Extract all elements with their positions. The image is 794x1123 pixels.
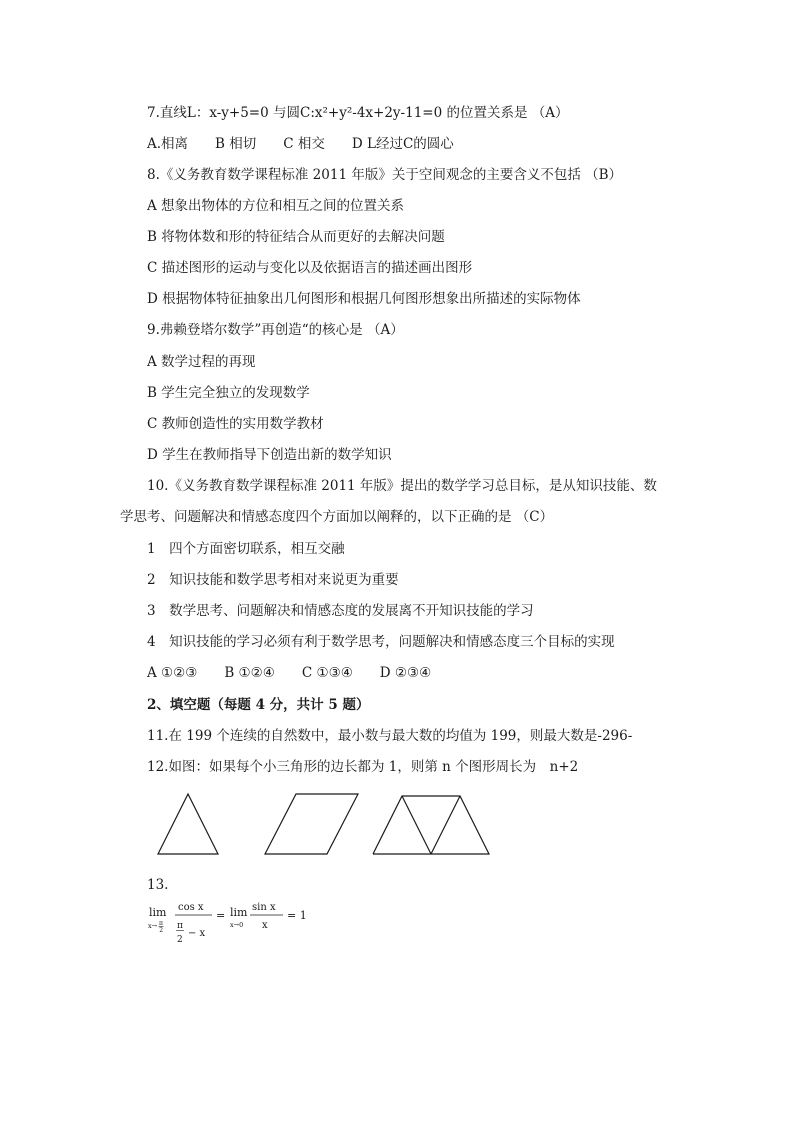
q8-option-b: B 将物体数和形的特征结合从而更好的去解决问题 [147,229,445,245]
denominator-2: x [262,920,268,931]
q10-options: A ①②③ B ①②④ C ①③④ D ②③④ [147,665,432,681]
q10-item-4: 4 知识技能的学习必须有利于数学思考，问题解决和情感态度三个目标的实现 [147,634,615,650]
q9-option-a: A 数学过程的再现 [147,354,256,370]
lim-2-sub: x→0 [230,921,244,929]
q12-figures [150,790,490,860]
parallelogram-figure-2 [265,794,358,854]
lim-1-sub-two: 2 [159,927,164,934]
q10-item-3: 3 数学思考、问题解决和情感态度的发展离不开知识技能的学习 [147,603,534,619]
numerator-1: cos x [178,902,204,913]
q11-text: 11.在 199 个连续的自然数中，最小数与最大数的均值为 199，则最大数是-296- [147,728,633,744]
lim-1-sub-pi: π [159,920,163,927]
lim-1-sub: x→ [148,922,158,930]
q10-stem-line2: 学思考、问题解决和情感态度四个方面加以阐释的，以下正确的是 （C） [120,509,554,525]
q12-text: 12.如图：如果每个小三角形的边长都为 1，则第 n 个图形周长为 n+2 [147,759,579,775]
q8-option-c: C 描述图形的运动与变化以及依据语言的描述画出图形 [147,260,473,276]
lim-1: lim [149,906,167,919]
equals-one: = 1 [287,909,307,922]
q13-label: 13. [147,877,169,893]
q9-option-c: C 教师创造性的实用数学教材 [147,416,324,432]
section2-heading: 2、填空题（每题 4 分，共计 5 题） [147,697,370,713]
q8-stem: 8.《义务教育数学课程标准 2011 年版》关于空间观念的主要含义不包括 （B） [147,167,623,183]
q10-stem-line1: 10.《义务教育数学课程标准 2011 年版》提出的数学学习总目标，是从知识技能、数 [147,478,657,494]
q7-options: A.相离 B 相切 C 相交 D L经过C的圆心 [147,136,454,152]
q8-option-a: A 想象出物体的方位和相互之间的位置关系 [147,198,405,214]
q8-option-d: D 根据物体特征抽象出几何图形和根据几何图形想象出所描述的实际物体 [147,291,581,307]
q10-item-1: 1 四个方面密切联系，相互交融 [147,541,345,557]
q9-stem: 9.弗赖登塔尔数学”再创造“的核心是 （A） [147,322,404,338]
q10-item-2: 2 知识技能和数学思考相对来说更为重要 [147,572,399,588]
denominator-minus-x: − x [188,928,206,939]
numerator-2: sin x [252,902,276,913]
q9-option-b: B 学生完全独立的发现数学 [147,385,310,401]
limit-formula [148,898,348,952]
triangle-figure-1 [158,794,218,854]
lim-2: lim [230,906,248,919]
denominator-two: 2 [177,935,183,945]
equals-1: = [216,909,226,922]
q9-option-d: D 学生在教师指导下创造出新的数学知识 [147,447,392,463]
q7-stem: 7.直线L：x-y+5=0 与圆C:x²+y²-4x+2y-11=0 的位置关系是 （A） [147,105,569,121]
trapezoid-figure-3 [373,796,489,854]
denominator-pi: π [177,921,183,931]
